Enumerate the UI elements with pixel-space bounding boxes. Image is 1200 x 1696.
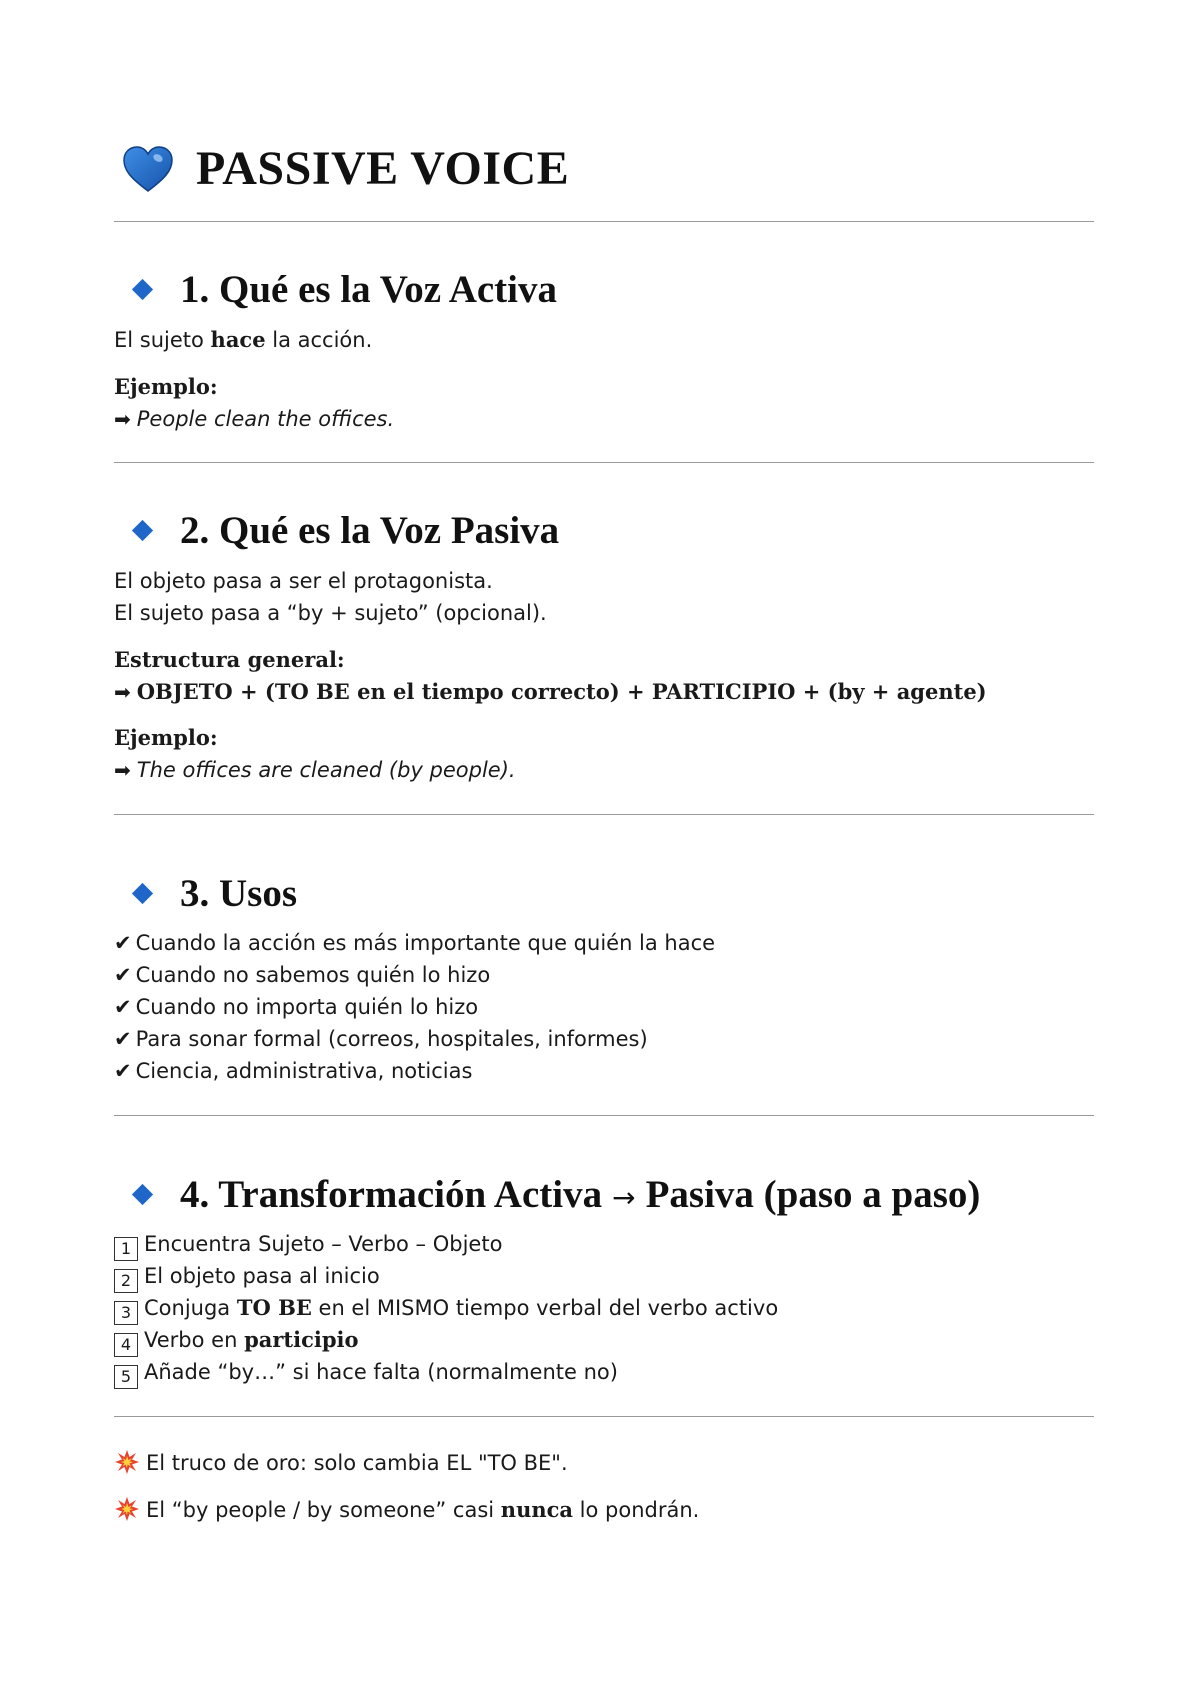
right-arrow-icon: ➡ (114, 680, 131, 704)
section-2-example: ➡ The offices are cleaned (by people). (114, 758, 516, 782)
section-4-title: 4. Transformación Activa → Pasiva (paso a paso) (180, 1172, 981, 1216)
check-icon: ✔ (114, 1059, 132, 1083)
check-icon: ✔ (114, 963, 132, 987)
divider (114, 1416, 1094, 1417)
arrow-right-icon: → (612, 1180, 636, 1214)
section-2-example-label: Ejemplo: (114, 725, 218, 750)
section-2-line-2: El sujeto pasa a “by + sujeto” (opcional). (114, 601, 547, 625)
list-item: ✔ Cuando no importa quién lo hizo (114, 995, 479, 1019)
structure-label: Estructura general: (114, 647, 345, 672)
divider (114, 221, 1094, 222)
list-item: ✔ Cuando no sabemos quién lo hizo (114, 963, 491, 987)
list-item: ✔ Para sonar formal (correos, hospitales, informes) (114, 1027, 648, 1051)
list-item: ✔ Ciencia, administrativa, noticias (114, 1059, 473, 1083)
keycap-number-icon: 2 (114, 1269, 138, 1293)
section-4-heading (132, 1169, 980, 1219)
list-item: ✔ Cuando la acción es más importante que quién la hace (114, 931, 716, 955)
check-icon: ✔ (114, 1027, 132, 1051)
step-item: 2 El objeto pasa al inicio (114, 1260, 380, 1293)
section-1-heading (132, 264, 557, 314)
section-3-heading (132, 868, 297, 918)
section-1-title: 1. Qué es la Voz Activa (180, 267, 557, 311)
keycap-number-icon: 3 (114, 1301, 138, 1325)
section-2-heading (132, 505, 559, 555)
page-title: PASSIVE VOICE (196, 142, 570, 195)
divider (114, 462, 1094, 463)
section-3-title: 3. Usos (180, 871, 298, 915)
divider (114, 814, 1094, 815)
keycap-number-icon: 4 (114, 1333, 138, 1357)
tip-1: El truco de oro: solo cambia EL "TO BE". (114, 1447, 568, 1479)
blue-diamond-icon (132, 278, 153, 299)
check-icon: ✔ (114, 931, 132, 955)
step-item: 3 Conjuga TO BE en el MISMO tiempo verbal del verbo activo (114, 1292, 778, 1325)
step-item: 4 Verbo en participio (114, 1324, 359, 1357)
section-1-example-label: Ejemplo: (114, 374, 218, 399)
section-2-line-1: El objeto pasa a ser el protagonista. (114, 569, 493, 593)
section-1-example: ➡ People clean the offices. (114, 407, 395, 431)
section-1-definition: El sujeto hace la acción. (114, 327, 373, 352)
collision-icon (114, 1449, 140, 1475)
step-item: 5 Añade “by…” si hace falta (normalmente no) (114, 1356, 618, 1389)
title-row (122, 138, 569, 200)
blue-diamond-icon (132, 1183, 153, 1204)
keycap-number-icon: 5 (114, 1365, 138, 1389)
check-icon: ✔ (114, 995, 132, 1019)
divider (114, 1115, 1094, 1116)
step-item: 1 Encuentra Sujeto – Verbo – Objeto (114, 1228, 502, 1261)
right-arrow-icon: ➡ (114, 407, 131, 431)
blue-diamond-icon (132, 882, 153, 903)
collision-icon (114, 1496, 140, 1522)
blue-diamond-icon (132, 519, 153, 540)
keycap-number-icon: 1 (114, 1237, 138, 1261)
section-2-title: 2. Qué es la Voz Pasiva (180, 508, 560, 552)
tip-2: El “by people / by someone” casi nunca lo pondrán. (114, 1494, 699, 1526)
structure-formula: ➡ OBJETO + (TO BE en el tiempo correcto) + PARTICIPIO + (by + agente) (114, 679, 987, 704)
right-arrow-icon: ➡ (114, 758, 131, 782)
blue-heart-icon (122, 145, 174, 193)
